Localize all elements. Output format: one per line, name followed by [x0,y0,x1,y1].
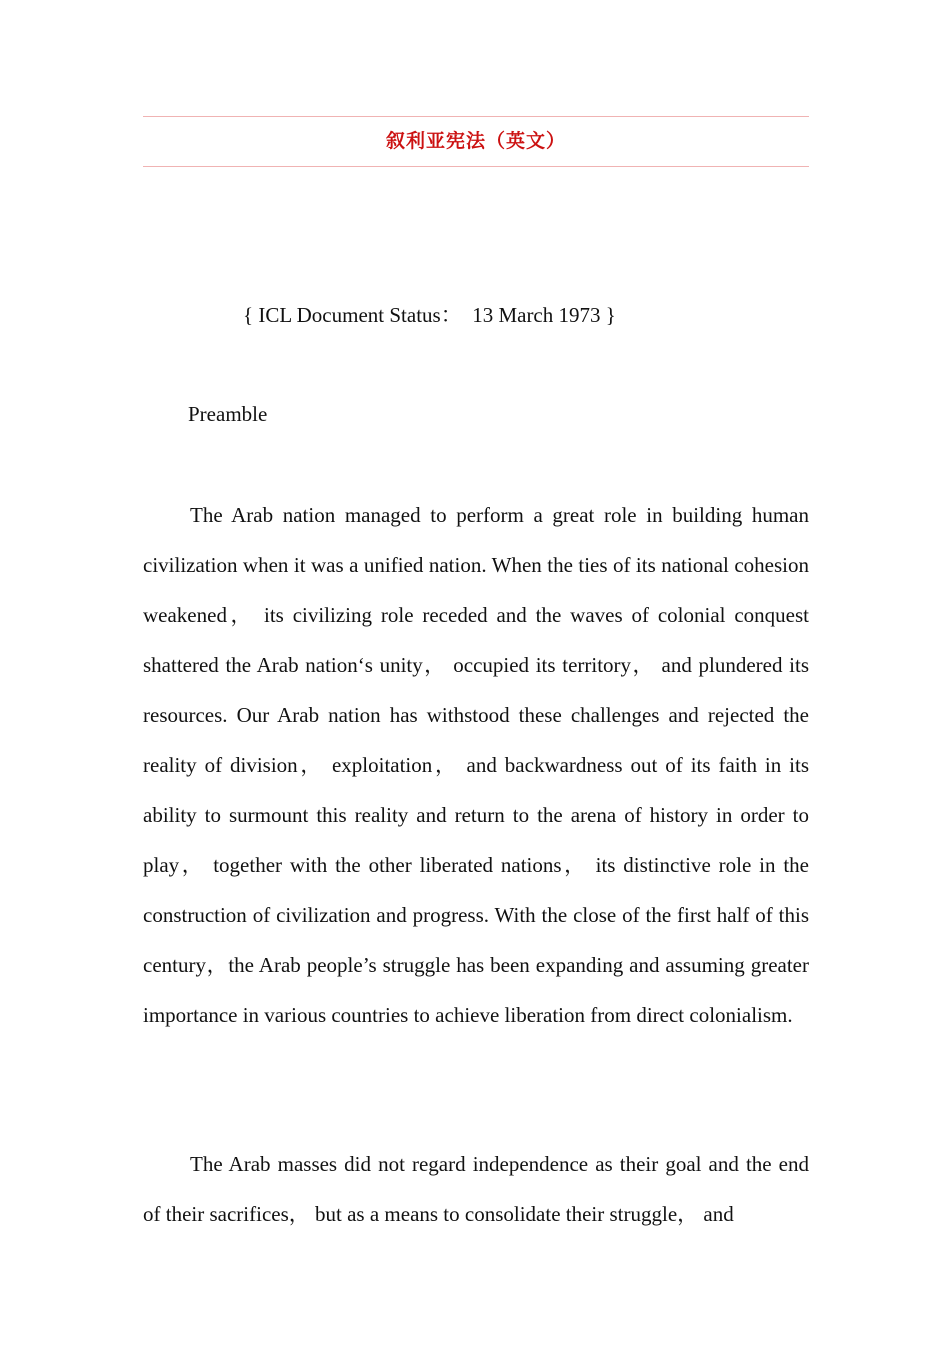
header-bottom-rule [143,166,809,167]
preamble-paragraph-2: The Arab masses did not regard independence as their goal and the end of their sacrifices， but as a means to consolidate their struggle， and [143,1152,809,1226]
header-top-rule [143,116,809,117]
section-heading: Preamble [188,402,268,426]
preamble-paragraph-1: The Arab nation managed to perform a great role in building human civilization when it was a unified nation. When the ties of its national cohesion weakened， its civilizing role receded and the waves of colonial conquest shattered the Arab nation‘s unity， occupied its territory， and plundered its resources. Our Arab nation has withstood these challenges and rejected the reality of division， exploitation， and backwardness out of its faith in its ability to surmount this reality and return to the arena of history in order to play， together with the other liberated nations， its distinctive role in the construction of civilization and progress. With the close of the first half of this century，the Arab people’s struggle has been expanding and assuming greater importance in various countries to achieve liberation from direct colonialism. [143,503,809,1027]
document-status-line: { ICL Document Status： 13 March 1973 } [243,303,616,327]
document-title: 叙利亚宪法（英文） [385,130,566,152]
